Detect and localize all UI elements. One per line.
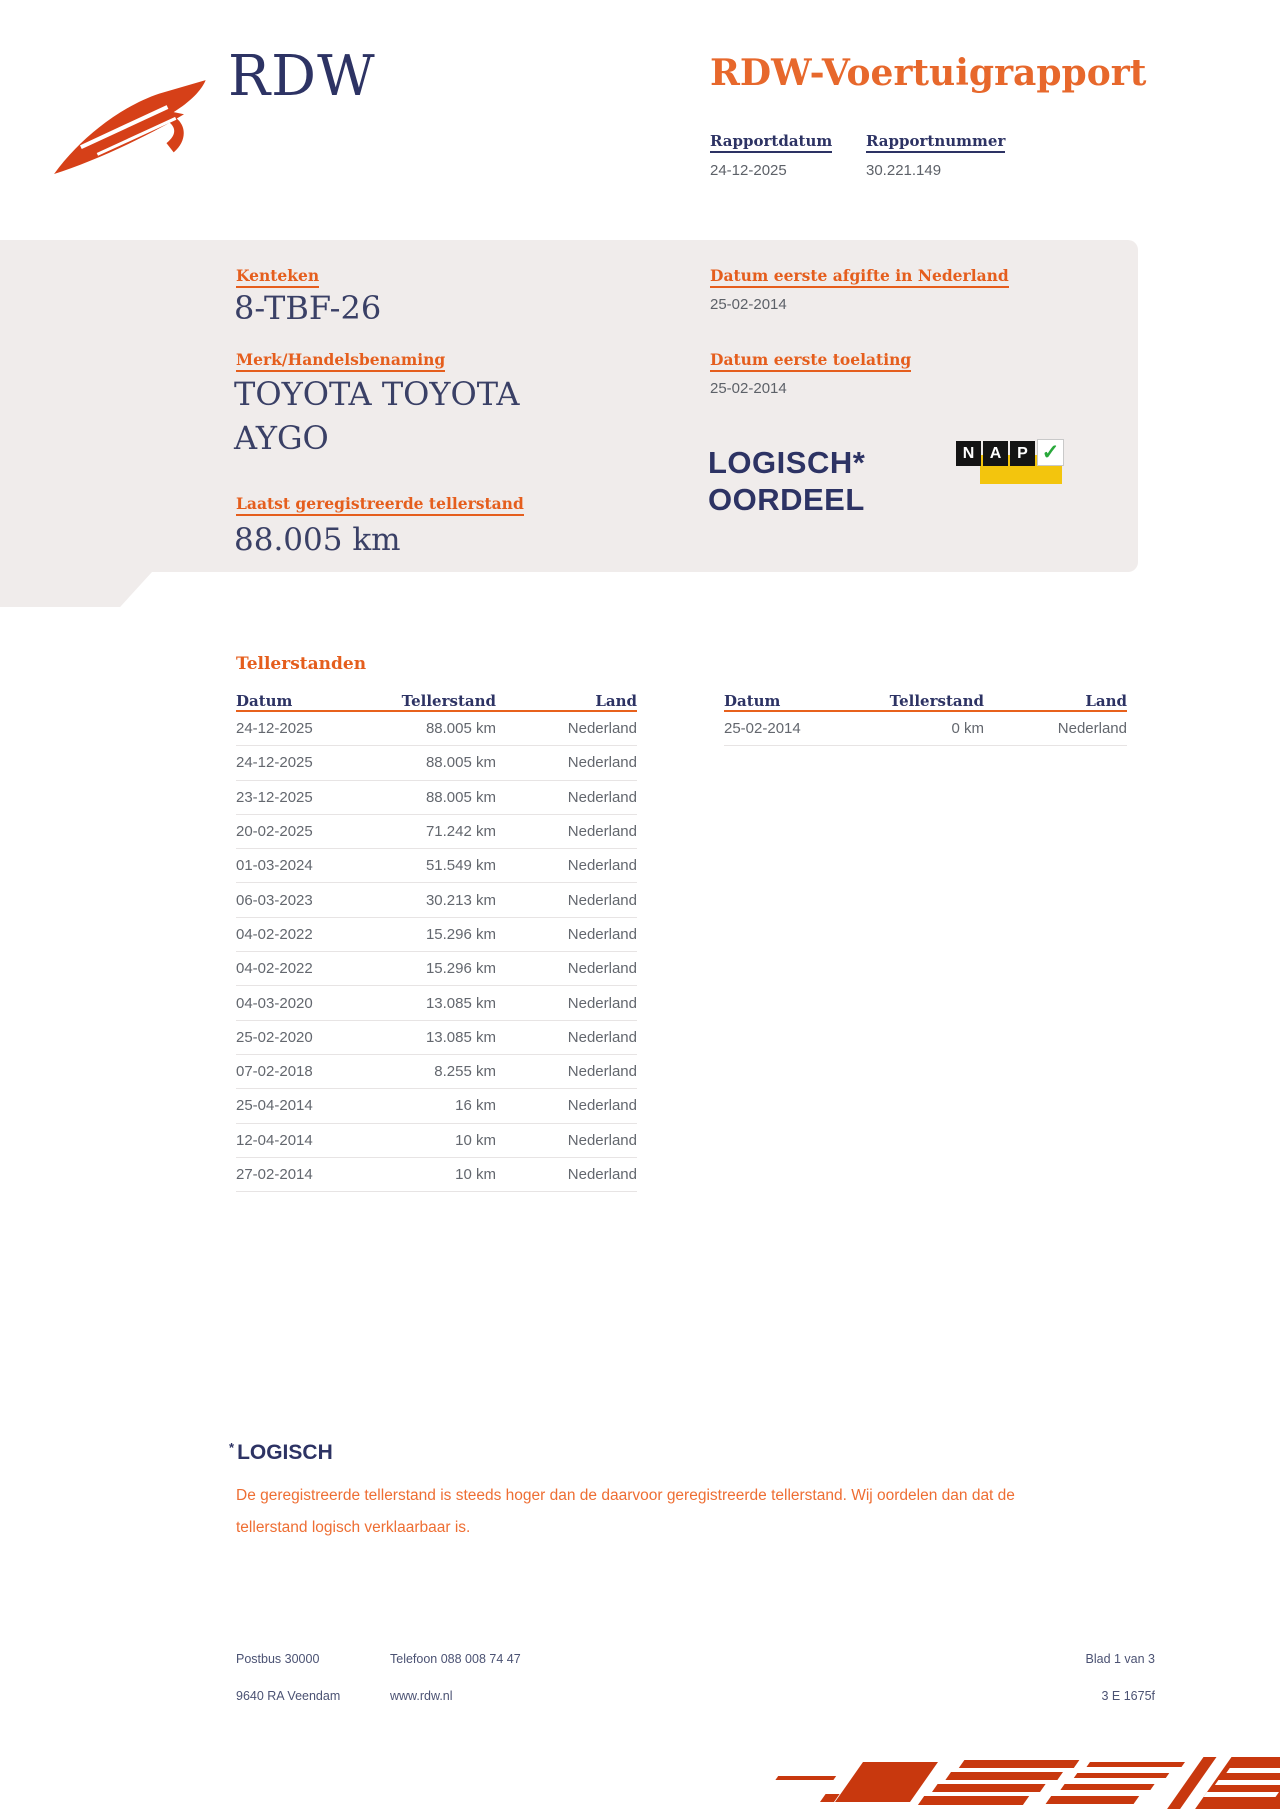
column-header-datum: Datum — [236, 692, 293, 710]
cell-tellerstand: 16 km — [455, 1097, 496, 1115]
cell-land: Nederland — [567, 754, 637, 772]
table-row — [724, 712, 1127, 746]
column-header-datum: Datum — [724, 692, 781, 710]
cell-datum: 06-03-2023 — [236, 891, 313, 909]
footer-postbus: Postbus 30000 — [236, 1652, 320, 1666]
cell-datum: 12-04-2014 — [236, 1131, 313, 1149]
odometer-table-left — [236, 686, 637, 1192]
vehicle-info-panel-tab — [0, 572, 152, 607]
table-row — [236, 952, 637, 986]
cell-datum: 27-02-2014 — [236, 1166, 313, 1183]
report-date-label: Rapportdatum — [710, 132, 832, 153]
table-row — [236, 883, 637, 917]
cell-tellerstand: 15.296 km — [425, 960, 496, 978]
cell-datum: 25-02-2020 — [236, 1028, 313, 1046]
nap-letter-p: P — [1010, 441, 1035, 466]
odometer-table-right — [724, 686, 1127, 746]
cell-land: Nederland — [1057, 720, 1127, 738]
cell-datum: 04-02-2022 — [236, 960, 313, 978]
table-row — [236, 1158, 637, 1192]
cell-land: Nederland — [567, 891, 637, 909]
table-row — [236, 781, 637, 815]
cell-land: Nederland — [567, 788, 637, 806]
page-title: RDW-Voertuigrapport — [710, 52, 1147, 94]
verdict-heading-text: LOGISCH — [237, 1441, 333, 1464]
table-header-row — [236, 686, 637, 712]
report-number-label: Rapportnummer — [866, 132, 1005, 153]
speed-stripes-graphic — [740, 1752, 1280, 1810]
tellerstand-label: Laatst geregistreerde tellerstand — [236, 494, 524, 516]
cell-datum: 25-04-2014 — [236, 1097, 313, 1115]
kenteken-label: Kenteken — [236, 266, 319, 288]
table-row — [236, 712, 637, 746]
cell-datum: 07-02-2018 — [236, 1063, 313, 1081]
footer-page-info — [1086, 1652, 1156, 1703]
rdw-logotype: RDW — [228, 44, 376, 109]
toelating-value: 25-02-2014 — [710, 380, 787, 397]
rdw-wing-logo-icon — [52, 72, 217, 177]
cell-tellerstand: 71.242 km — [425, 823, 496, 841]
footer-form-code: 3 E 1675f — [1101, 1689, 1155, 1703]
cell-tellerstand: 88.005 km — [425, 720, 496, 738]
cell-tellerstand: 13.085 km — [425, 1028, 496, 1046]
column-header-tellerstand: Tellerstand — [889, 692, 984, 710]
footer-website: www.rdw.nl — [390, 1689, 453, 1703]
cell-land: Nederland — [567, 960, 637, 978]
footer-contact — [390, 1652, 521, 1703]
kenteken-value: 8-TBF-26 — [234, 289, 382, 327]
nap-logo — [956, 438, 1064, 488]
column-header-tellerstand: Tellerstand — [401, 692, 496, 710]
cell-land: Nederland — [567, 1063, 637, 1081]
cell-land: Nederland — [567, 857, 637, 875]
cell-datum: 24-12-2025 — [236, 720, 313, 738]
cell-tellerstand: 88.005 km — [425, 788, 496, 806]
table-row — [236, 918, 637, 952]
table-row — [236, 1055, 637, 1089]
cell-land: Nederland — [567, 823, 637, 841]
nap-check-icon: ✓ — [1037, 439, 1064, 466]
cell-land: Nederland — [567, 925, 637, 943]
cell-tellerstand: 10 km — [455, 1166, 496, 1183]
table-body — [236, 712, 637, 1192]
cell-tellerstand: 13.085 km — [425, 994, 496, 1012]
table-header-row — [724, 686, 1127, 712]
verdict-heading — [229, 1440, 333, 1465]
cell-datum: 04-03-2020 — [236, 994, 313, 1012]
table-row — [236, 746, 637, 780]
verdict-text: De geregistreerde tellerstand is steeds hoger dan de daarvoor geregistreerde tellerstand. Wij oordelen dan dat de tellerstand logisch verklaarbaar is. — [236, 1487, 1015, 1536]
cell-datum: 25-02-2014 — [724, 720, 801, 738]
report-date-value: 24-12-2025 — [710, 162, 787, 179]
cell-datum: 20-02-2025 — [236, 823, 313, 841]
report-number-block — [866, 132, 1005, 179]
cell-tellerstand: 15.296 km — [425, 925, 496, 943]
nap-letter-a: A — [983, 441, 1008, 466]
cell-land: Nederland — [567, 720, 637, 738]
cell-tellerstand: 88.005 km — [425, 754, 496, 772]
verdict-asterisk: * — [229, 1440, 235, 1455]
footer-page-number: Blad 1 van 3 — [1085, 1652, 1155, 1666]
table-row — [236, 815, 637, 849]
cell-tellerstand: 8.255 km — [434, 1063, 496, 1081]
cell-land: Nederland — [567, 1028, 637, 1046]
footer-city: 9640 RA Veendam — [236, 1689, 341, 1703]
afgifte-value: 25-02-2014 — [710, 296, 787, 313]
cell-land: Nederland — [567, 1097, 637, 1115]
footer-address — [236, 1652, 340, 1703]
cell-land: Nederland — [567, 1166, 637, 1183]
cell-land: Nederland — [567, 994, 637, 1012]
column-header-land: Land — [1085, 692, 1127, 710]
cell-datum: 23-12-2025 — [236, 788, 313, 806]
oordeel-line2: OORDEEL — [708, 482, 865, 517]
cell-datum: 01-03-2024 — [236, 857, 313, 875]
merk-label: Merk/Handelsbenaming — [236, 350, 445, 372]
cell-tellerstand: 0 km — [951, 720, 984, 738]
table-row — [236, 849, 637, 883]
nap-letter-n: N — [956, 441, 981, 466]
tellerstand-value: 88.005 km — [234, 522, 401, 558]
afgifte-label: Datum eerste afgifte in Nederland — [710, 266, 1009, 288]
table-body — [724, 712, 1127, 746]
oordeel-heading — [708, 444, 865, 518]
table-row — [236, 1124, 637, 1158]
cell-tellerstand: 51.549 km — [425, 857, 496, 875]
table-row — [236, 1021, 637, 1055]
report-date-block — [710, 132, 832, 179]
cell-land: Nederland — [567, 1131, 637, 1149]
merk-value: TOYOTA TOYOTA AYGO — [234, 375, 520, 457]
table-row — [236, 986, 637, 1020]
cell-tellerstand: 10 km — [455, 1131, 496, 1149]
tellerstanden-title: Tellerstanden — [236, 654, 367, 674]
cell-tellerstand: 30.213 km — [425, 891, 496, 909]
cell-datum: 24-12-2025 — [236, 754, 313, 772]
footer-phone: Telefoon 088 008 74 47 — [390, 1652, 521, 1666]
report-number-value: 30.221.149 — [866, 162, 942, 179]
cell-datum: 04-02-2022 — [236, 925, 313, 943]
table-row — [236, 1089, 637, 1123]
oordeel-line1: LOGISCH* — [708, 445, 866, 480]
toelating-label: Datum eerste toelating — [710, 350, 911, 372]
column-header-land: Land — [595, 692, 637, 710]
